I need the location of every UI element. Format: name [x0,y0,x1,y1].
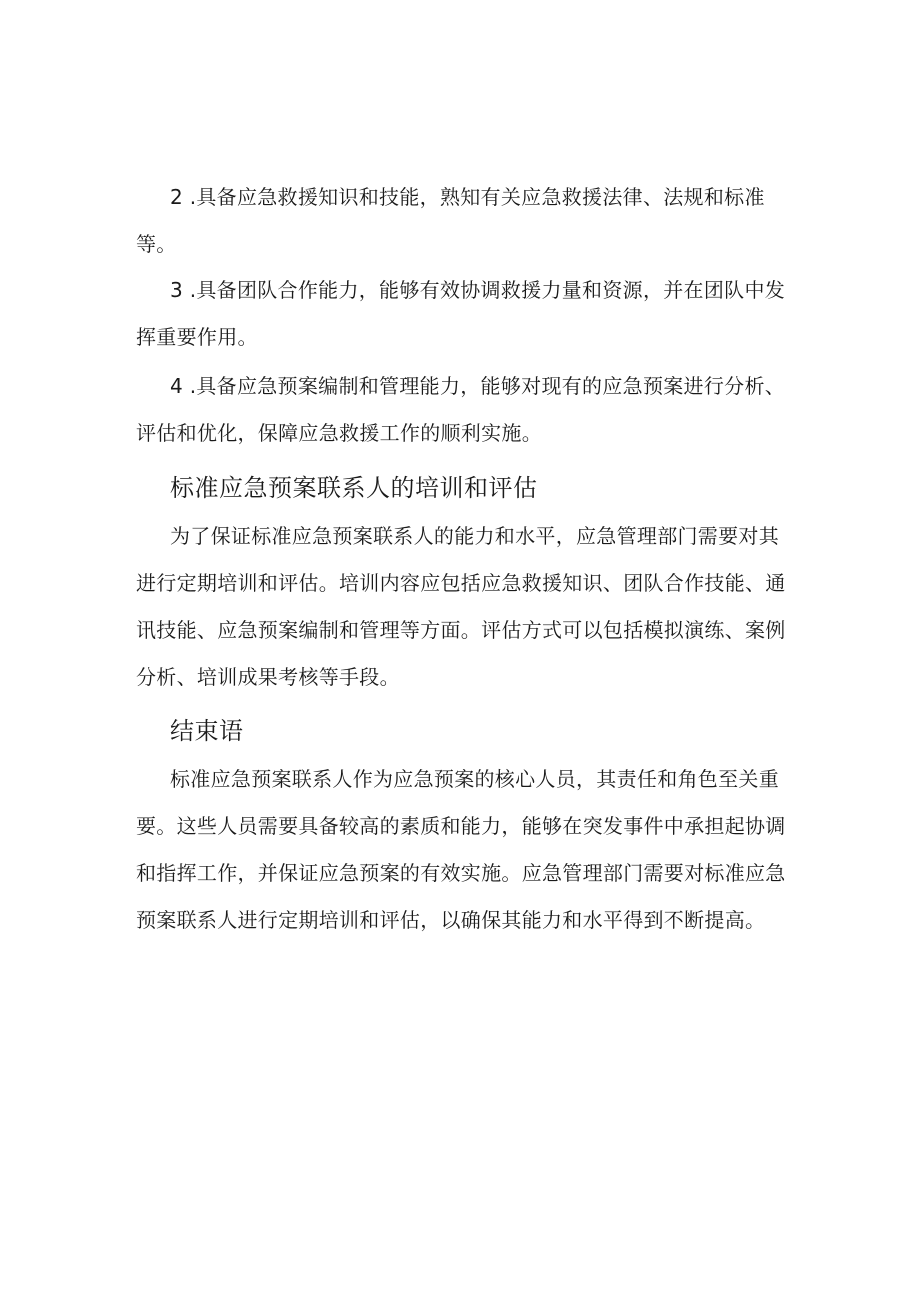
list-item-number: 2 [170,185,184,209]
list-item-4 [136,363,796,457]
list-item-3 [136,267,796,361]
list-item-text: .具备应急预案编制和管理能力，能够对现有的应急预案进行分析、评估和优化，保障应急救援工作的顺利实施。 [136,374,786,445]
section-heading-training: 标准应急预案联系人的培训和评估 [170,474,538,502]
training-paragraph: 为了保证标准应急预案联系人的能力和水平，应急管理部门需要对其进行定期培训和评估。培训内容应包括应急救援知识、团队合作技能、通讯技能、应急预案编制和管理等方面。评估方式可以包括模拟演练、案例分析、培训成果考核等手段。 [136,524,786,689]
list-item-text: .具备团队合作能力，能够有效协调救援力量和资源，并在团队中发挥重要作用。 [136,278,786,349]
conclusion-paragraph: 标准应急预案联系人作为应急预案的核心人员，其责任和角色至关重要。这些人员需要具备较高的素质和能力，能够在突发事件中承担起协调和指挥工作，并保证应急预案的有效实施。应急管理部门需要对标准应急预案联系人进行定期培训和评估，以确保其能力和水平得到不断提高。 [136,767,786,932]
list-item-2 [136,174,796,268]
list-item-number: 3 [170,278,184,302]
list-item-text: .具备应急救援知识和技能，熟知有关应急救援法律、法规和标准等。 [136,185,765,256]
list-item-number: 4 [170,374,184,398]
section-heading-conclusion: 结束语 [170,717,244,745]
